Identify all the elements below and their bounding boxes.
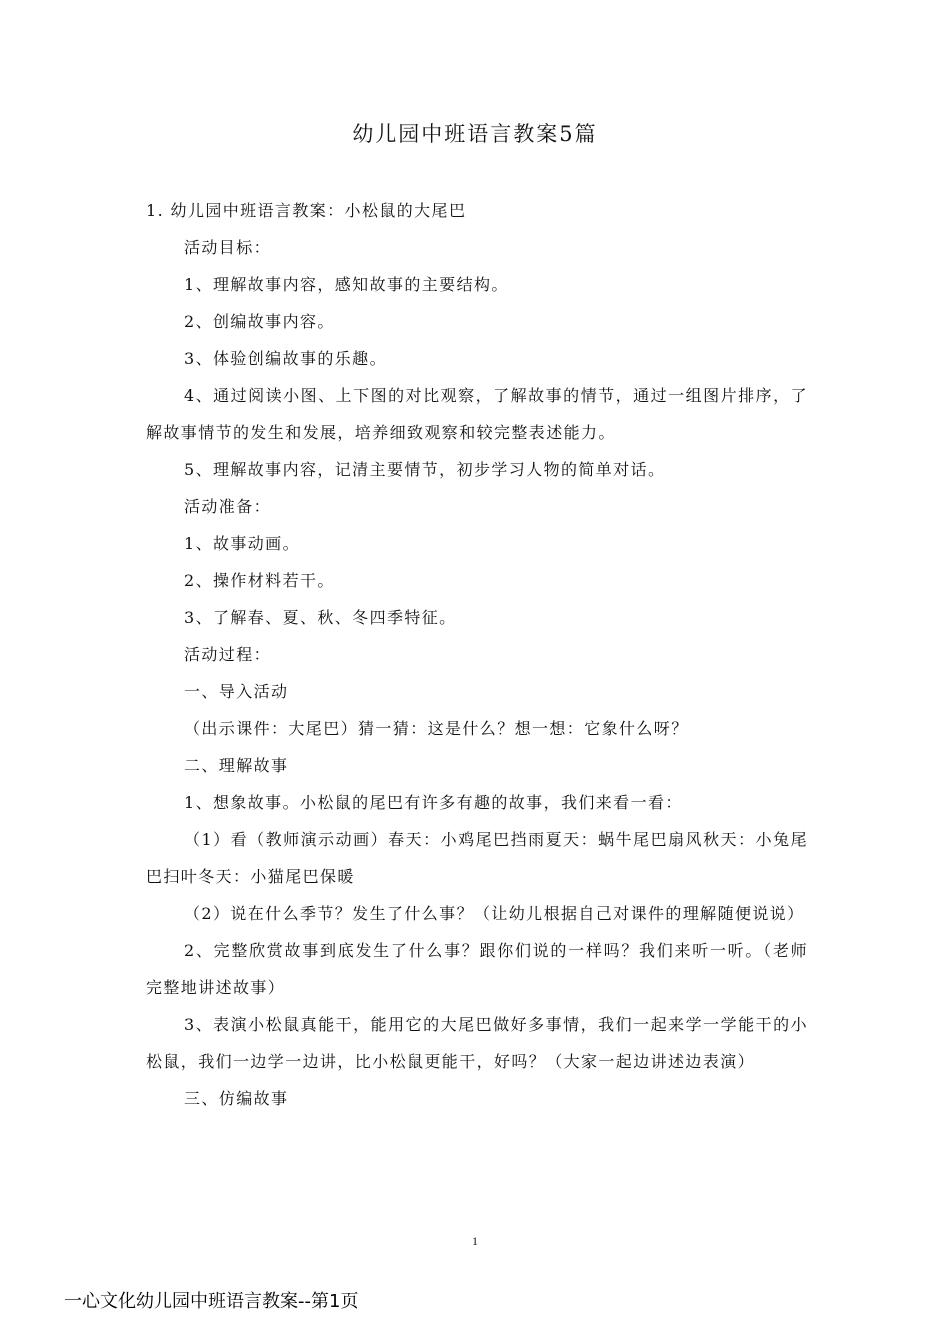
page-number: 1 — [472, 1234, 478, 1248]
paragraph: 活动过程： — [184, 645, 272, 664]
paragraph: 活动准备： — [184, 497, 272, 516]
section-heading: 1. 幼儿园中班语言教案：小松鼠的大尾巴 — [146, 201, 467, 220]
paragraph: 活动目标： — [184, 238, 272, 257]
paragraph: 1、故事动画。 — [184, 534, 300, 553]
paragraph: 4、通过阅读小图、上下图的对比观察，了解故事的情节，通过一组图片排序，了解故事情节的发生和发展，培养细致观察和较完整表述能力。 — [146, 386, 808, 442]
paragraph: 2、操作材料若干。 — [184, 571, 335, 590]
paragraph: 1、想象故事。小松鼠的尾巴有许多有趣的故事，我们来看一看： — [184, 793, 683, 812]
paragraph: 2、创编故事内容。 — [184, 312, 335, 331]
paragraph: 二、理解故事 — [184, 756, 289, 775]
paragraph: 3、体验创编故事的乐趣。 — [184, 349, 387, 368]
paragraph: （2）说在什么季节？发生了什么事？（让幼儿根据自己对课件的理解随便说说） — [184, 904, 805, 923]
paragraph: （出示课件：大尾巴）猜一猜：这是什么？想一想：它象什么呀？ — [184, 719, 689, 738]
paragraph: 一、导入活动 — [184, 682, 289, 701]
paragraph: 1、理解故事内容，感知故事的主要结构。 — [184, 275, 509, 294]
document-body — [146, 192, 808, 1117]
paragraph: 3、表演小松鼠真能干，能用它的大尾巴做好多事情，我们一起来学一学能干的小松鼠，我们一边学一边讲，比小松鼠更能干，好吗？（大家一起边讲述边表演） — [146, 1015, 808, 1071]
paragraph: 3、了解春、夏、秋、冬四季特征。 — [184, 608, 457, 627]
paragraph: 2、完整欣赏故事到底发生了什么事？跟你们说的一样吗？我们来听一听。（老师完整地讲述故事） — [146, 941, 808, 997]
page-footer: 一心文化幼儿园中班语言教案--第1页 — [64, 1291, 359, 1312]
paragraph: 三、仿编故事 — [184, 1089, 289, 1108]
paragraph: 5、理解故事内容，记清主要情节，初步学习人物的简单对话。 — [184, 460, 666, 479]
paragraph: （1）看（教师演示动画）春天：小鸡尾巴挡雨夏天：蜗牛尾巴扇风秋天：小兔尾巴扫叶冬天：小猫尾巴保暖 — [146, 830, 808, 886]
document-title: 幼儿园中班语言教案5篇 — [352, 122, 598, 146]
